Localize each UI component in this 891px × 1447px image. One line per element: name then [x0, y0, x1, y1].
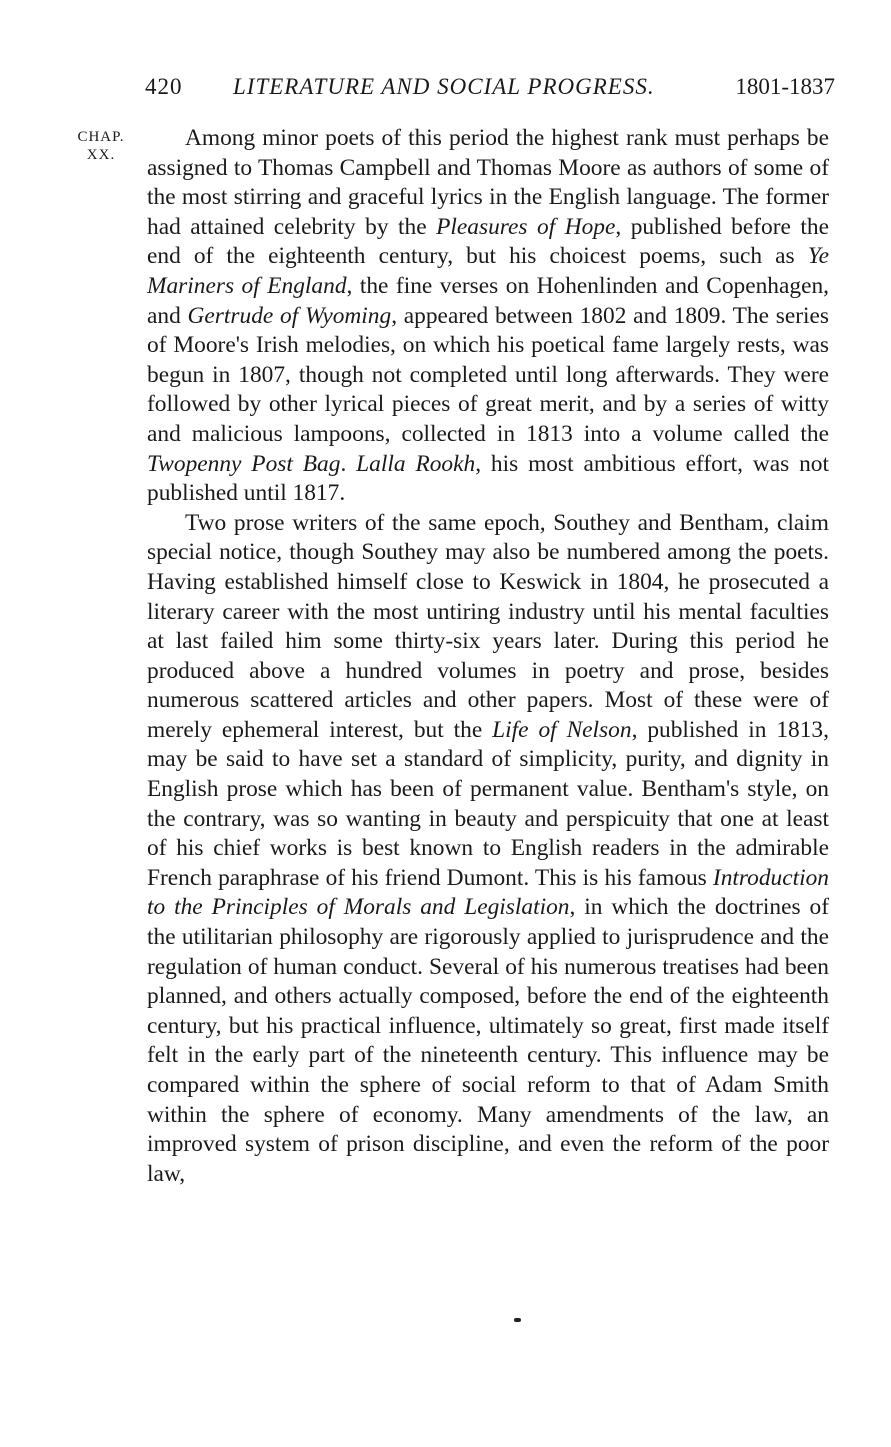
running-years: 1801-1837 — [735, 74, 835, 99]
text-run: , appeared between 1802 and 1809. The series of Moore's Irish melodies, on which his poetical fame largely rests, was begun in 1807, though not completed until long afterwards. They were followed by other lyrical pieces of great merit, and by a series of witty and malicious lampoons, collected in 1813 into a volume called the — [147, 302, 830, 447]
text-run: Two prose writers of the same epoch, Southey and Bentham, claim special notice, though Southey may also be numbered among the poets. Having established himself close to Keswick in 1804, he prosecuted a literary career with the most untiring industry until his mental faculties at last failed him some thirty-six years later. During this period he produced above a hundred volumes in poetry and prose, besides numerous scattered articles and other papers. Most of these were of merely ephemeral interest, but the — [147, 509, 829, 743]
paragraph-1 — [147, 124, 829, 509]
text-run: , in which the doctrines of the utilitarian philosophy are rigorously applied to jurisprudence and the regulation of human conduct. Several of his numerous treatises had been planned, and others actually composed, before the end of the eighteenth century, but his practical influence, ultimately so great, first made itself felt in the early part of the nineteenth century. This influence may be compared within the sphere of social reform to that of Adam Smith within the sphere of economy. Many amendments of the law, an improved system of prison discipline, and even the reform of the poor law, — [147, 894, 829, 1187]
italic-title: Lalla Rookh — [356, 450, 476, 477]
text-run: , published before the end of the eighteenth century, but his choicest poems, such as — [147, 213, 829, 270]
italic-title: Gertrude of Wyoming — [187, 302, 392, 329]
text-run: Among minor poets of this period the highest rank must perhaps be assigned to Thomas Campbell and Thomas Moore as authors of some of the most stirring and graceful lyrics in the English language. The former had attained celebrity by the — [147, 125, 829, 240]
printer-mark — [514, 1318, 521, 1322]
text-run: , the fine verses on Hohenlinden and Copenhagen, and — [147, 272, 829, 329]
italic-title: Pleasures of Hope — [436, 213, 616, 240]
running-title: LITERATURE AND SOCIAL PROGRESS. — [233, 74, 655, 99]
italic-title: Introduction to the Principles of Morals and Legislation — [147, 864, 829, 921]
page-number: 420 — [145, 74, 183, 99]
italic-title: Life of Nelson — [492, 716, 632, 743]
body-text — [147, 124, 829, 1189]
text-run: , published in 1813, may be said to have set a standard of simplicity, purity, and dignity in English prose which has been of permanent value. Bentham's style, on the contrary, was so wanting in beauty and perspicuity that one at least of his chief works is best known to English readers in the admirable French paraphrase of his friend Dumont. This is his famous — [147, 716, 829, 891]
chapter-marker — [66, 128, 136, 164]
italic-title: Ye Mariners of England — [147, 243, 829, 299]
paragraph-2 — [147, 509, 829, 1190]
chapter-number: XX. — [86, 147, 116, 163]
chapter-label: CHAP. — [77, 129, 125, 145]
text-run: , his most ambitious effort, was not published until 1817. — [147, 450, 829, 507]
italic-title: Twopenny Post Bag — [147, 450, 341, 477]
text-run: . — [340, 450, 357, 477]
running-head — [145, 74, 835, 104]
